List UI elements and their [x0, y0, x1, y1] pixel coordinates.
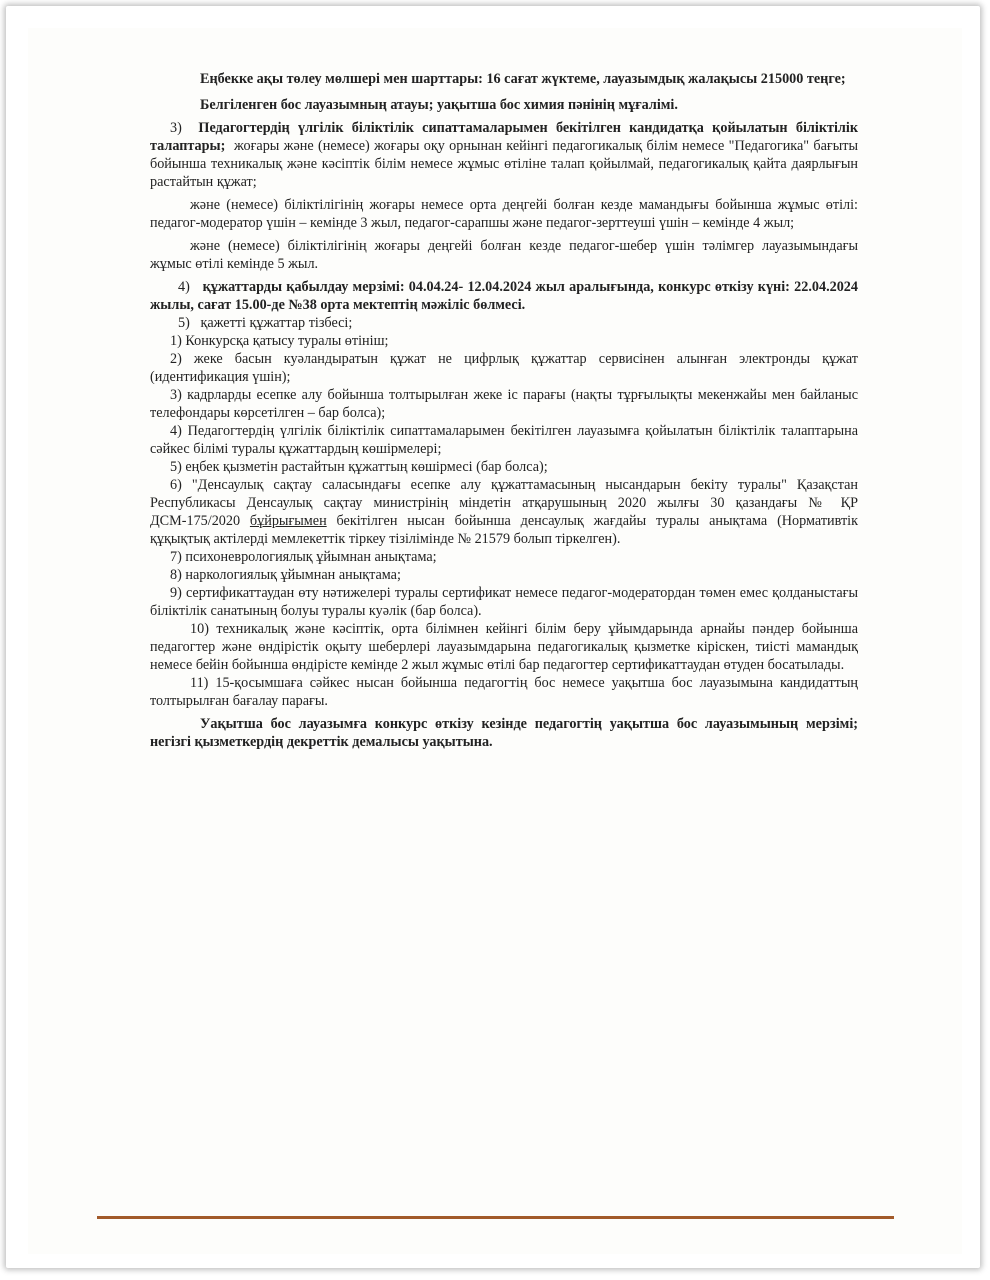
list-item: 3) кадрларды есепке алу бойынша толтырылған жеке іс парағы (нақты тұрғылықты мекенжайы мен байланыс телефондары көрсетілген – бар болса); — [150, 387, 858, 421]
item-number: 3) — [170, 120, 182, 136]
mentor-paragraph: және (немесе) біліктілігінің жоғары деңгейі болған кезде педагог-шебер үшін тәлімгер лауазымындағы жұмыс өтілі кемінде 5 жыл. — [150, 238, 858, 272]
list-item: 11) 15-қосымшаға сәйкес нысан бойынша педагогтің бос немесе уақытша бос лауазымына кандидаттың толтырылған бағалау парағы. — [150, 675, 858, 709]
bottom-rule — [97, 1216, 894, 1219]
documents-heading — [150, 314, 858, 332]
deadline-paragraph — [150, 278, 858, 314]
health-text-a: 6) "Денсаулық сақтау саласындағы есепке алу құжаттамасының нысандарын бекіту туралы" Қазақстан Республикасы Денсаулық сақтау министрінің міндетін атқарушының 2020 жылғы 30 қазандағы № ҚР ДСМ-175/2020 — [150, 477, 858, 529]
list-item: 9) сертификаттаудан өту нәтижелері туралы сертификат немесе педагог-модератордан төмен емес қолданыстағы біліктілік санатының болуы туралы куәлік (бар болса). — [150, 585, 858, 619]
qualification-paragraph — [150, 119, 858, 191]
health-text-b: бекітілген нысан бойынша денсаулық жағдайы туралы анықтама (Нормативтік құқықтық актілерді мемлекеттік тіркеу тізілімінде № 21579 болып тіркелген). — [150, 513, 858, 547]
qualification-text: жоғары және (немесе) жоғары оқу орнынан кейінгі педагогикалық білім немесе "Педагогика" бағыты бойынша техникалық және кәсіптік білім немесе жұмыс өтіліне талап қойылмай, педагогикалық қайта даярлығын растайтын құжат; — [150, 138, 858, 190]
experience-paragraph: және (немесе) біліктілігінің жоғары немесе орта деңгейі болған кезде мамандығы бойынша жұмыс өтілі: педагог-модератор үшін – кемінде 3 жыл, педагог-сарапшы және педагог-зерттеуші үшін – кемінде 4 жыл; — [150, 197, 858, 231]
documents-heading-text: қажетті құжаттар тізбесі; — [200, 315, 353, 331]
list-item-health-certificate — [150, 476, 858, 548]
qualification-heading: Педагогтердің үлгілік біліктілік сипаттамаларымен бекітілген кандидатқа қойылатын біліктілік талаптары; — [150, 120, 858, 154]
document-body — [150, 70, 858, 751]
deadline-text: құжаттарды қабылдау мерзімі: 04.04.24- 12.04.2024 жыл аралығында, конкурс өткізу күні: 22.04.2024 жылы, сағат 15.00-де №38 орта мектептің мәжіліс бөлмесі. — [150, 279, 858, 313]
final-paragraph: Уақытша бос лауазымға конкурс өткізу кезінде педагогтің уақытша бос лауазымының мерзімі; негізгі қызметкердің декреттік демалысы уақытына. — [150, 716, 858, 750]
list-item: 10) техникалық және кәсіптік, орта білімнен кейінгі білім беру ұйымдарында арнайы пәндер бойынша педагогтер және өндірістік оқыту шеберлері лауазымдарына педагогикалық қызметке кіріскен, тиісті мамандық немесе бейін бойынша өндірісте кемінде 2 жыл жұмыс өтілі бар педагогтер сертификаттаудан өтуден босатылады. — [150, 621, 858, 673]
item-number: 4) — [178, 279, 190, 295]
position-title-paragraph: Белгіленген бос лауазымның атауы; уақытша бос химия пәнінің мұғалімі. — [200, 97, 678, 113]
list-item: 8) наркологиялық ұйымнан анықтама; — [170, 567, 401, 583]
list-item: 1) Конкурсқа қатысу туралы өтініш; — [170, 333, 389, 349]
list-item: 2) жеке басын куәландыратын құжат не цифрлық құжаттар сервисінен алынған электронды құжат (идентификация үшін); — [150, 351, 858, 385]
salary-paragraph: Еңбекке ақы төлеу мөлшері мен шарттары: 16 сағат жүктеме, лауазымдық жалақысы 215000 теңге; — [200, 71, 846, 87]
list-item: 7) психоневрологиялық ұйымнан анықтама; — [170, 549, 437, 565]
order-link-text: бұйрығымен — [249, 513, 327, 529]
list-item: 4) Педагогтердің үлгілік біліктілік сипаттамаларымен бекітілген лауазымға қойылатын біліктілік талаптарына сәйкес білімі туралы құжаттардың көшірмелері; — [150, 423, 858, 457]
list-item: 5) еңбек қызметін растайтын құжаттың көшірмесі (бар болса); — [170, 459, 548, 475]
item-number: 5) — [178, 315, 190, 331]
